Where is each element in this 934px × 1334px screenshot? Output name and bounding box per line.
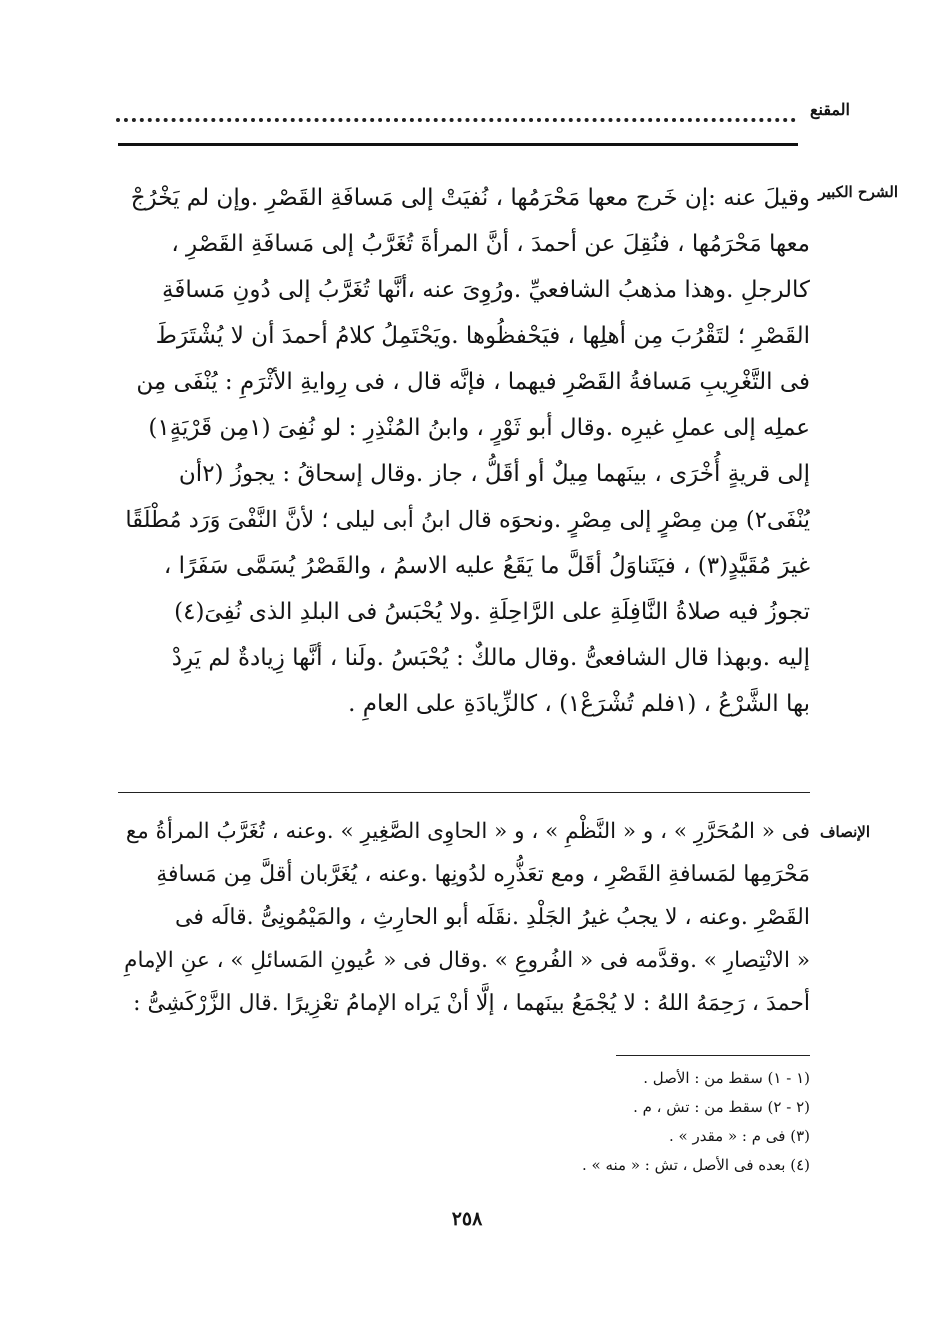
footnote: (٤) بعده فى الأصل ، تش : « منه » .: [581, 1156, 810, 1174]
text-line: القَصْرِ .وعنه ، لا يجبُ غيرُ الجَلْدِ .نقَلَه أبو الحارِثِ ، والمَيْمُونِىُّ .قالَه فى: [175, 905, 810, 930]
text-line: « الانْتِصارِ » .وقدَّمه فى « الفُروعِ » .وقال فى « عُيونِ المَسائلِ » ، عنِ الإمامِ: [124, 948, 810, 973]
text-line: بها الشَّرْعُ ، (١فلم تُشْرَعْ١) ، كالزِّيادَةِ على العامِ .: [348, 691, 810, 717]
text-line: إليه .وبهذا قال الشافعىُّ .وقال مالكٌ : يُحْبَسُ .ولَنا ، أنَّها زِيادةٌ لم يَرِدْ: [171, 645, 810, 671]
section-divider: [118, 792, 810, 793]
sharh-text-block: [118, 175, 810, 727]
header-title: المقنع: [809, 100, 850, 119]
page-number: ٢٥٨: [451, 1208, 483, 1230]
footnote-rule: [616, 1055, 810, 1056]
footnote: (٢ - ٢) سقط من : تش ، م .: [633, 1098, 810, 1116]
text-line: فى « المُحَرَّرِ » ، و « النَّظْمِ » ، و « الحاوِى الصَّغِيرِ » .وعنه ، تُغَرَّبُ المرأةُ مع: [125, 819, 810, 844]
text-line: مَحْرَمِها لمَسافةِ القَصْرِ ، ومع تعَذُّرِه لدُونِها .وعنه ، يُغَرَّبان أقلَّ مِن مَسافةِ: [156, 862, 810, 887]
header-rule: [118, 143, 798, 146]
text-line: وقيلَ عنه :إن خَرج معها مَحْرَمُها ، نُفيَتْ إلى مَسافَةِ القَصْرِ .وإن لم يَخْرُجْ: [130, 185, 810, 211]
footnote: (٣) فى م : « مقدر » .: [668, 1127, 810, 1145]
insaf-section-label: الإنصاف: [819, 823, 870, 841]
text-line: فى التَّغْرِيبِ مَسافةُ القَصْرِ فيهما ، فإنَّه قال ، فى رِوايةِ الأثْرَمِ : يُنْفَى مِن: [136, 369, 810, 395]
sharh-section-label: الشرح الكبير: [818, 183, 898, 201]
insaf-text-block: [118, 810, 810, 1025]
text-line: القَصْرِ ؛ لتَقْرُبَ مِن أهلِها ، فيَحْفظُوها .ويَحْتَمِلُ كلامُ أحمدَ أن لا يُشْتَرَطَ: [155, 323, 810, 349]
text-line: أحمدَ ، رَحِمَهُ اللهُ : لا يُجْمَعُ بينَهما ، إلَّا أنْ يَراه الإمامُ تعْزِيرًا .قال الزَّرْكَشِىُّ :: [133, 991, 810, 1016]
text-line: معها مَحْرَمُها ، فنُقِلَ عن أحمدَ ، أنَّ المرأةَ تُغَرَّبُ إلى مَسافَةِ القَصْرِ ،: [171, 231, 810, 257]
text-line: غيرَ مُقَيَّدٍ(٣) ، فيَتَناوَلُ أقَلَّ ما يَقَعُ عليه الاسمُ ، والقَصْرُ يُسَمَّى سَفَرًا ،: [163, 553, 810, 579]
header-dotted-line: [116, 118, 796, 122]
text-line: تجوزُ فيه صلاةُ النَّافِلَةِ على الرَّاحِلَةِ .ولا يُحْبَسُ فى البلدِ الذى نُفِىَ(٤): [174, 599, 810, 625]
footnote: (١ - ١) سقط من : الأصل .: [643, 1069, 810, 1087]
footnotes: [390, 1064, 810, 1180]
text-line: إلى قريةٍ أُخْرَى ، بينَهما مِيلٌ أو أقَلُّ ، جاز .وقال إسحاقُ : يجوزُ (٢أن: [178, 461, 810, 487]
text-line: عملِه إلى عملِ غيرِه .وقال أبو ثَوْرٍ ، وابنُ المُنْذِرِ : لو نُفِىَ (١مِن قَرْيَةٍ١): [148, 415, 810, 441]
text-line: يُنْفَى٢) مِن مِصْرٍ إلى مِصْرٍ .ونحوَه قال ابنُ أبى ليلى ؛ لأنَّ النَّفْىَ وَرَد مُطْلَقًا: [125, 507, 810, 533]
text-line: كالرجلِ .وهذا مذهبُ الشافعيِّ .ورُوِىَ عنه ،أنَّها تُغَرَّبُ إلى دُونِ مَسافَةِ: [162, 277, 810, 303]
